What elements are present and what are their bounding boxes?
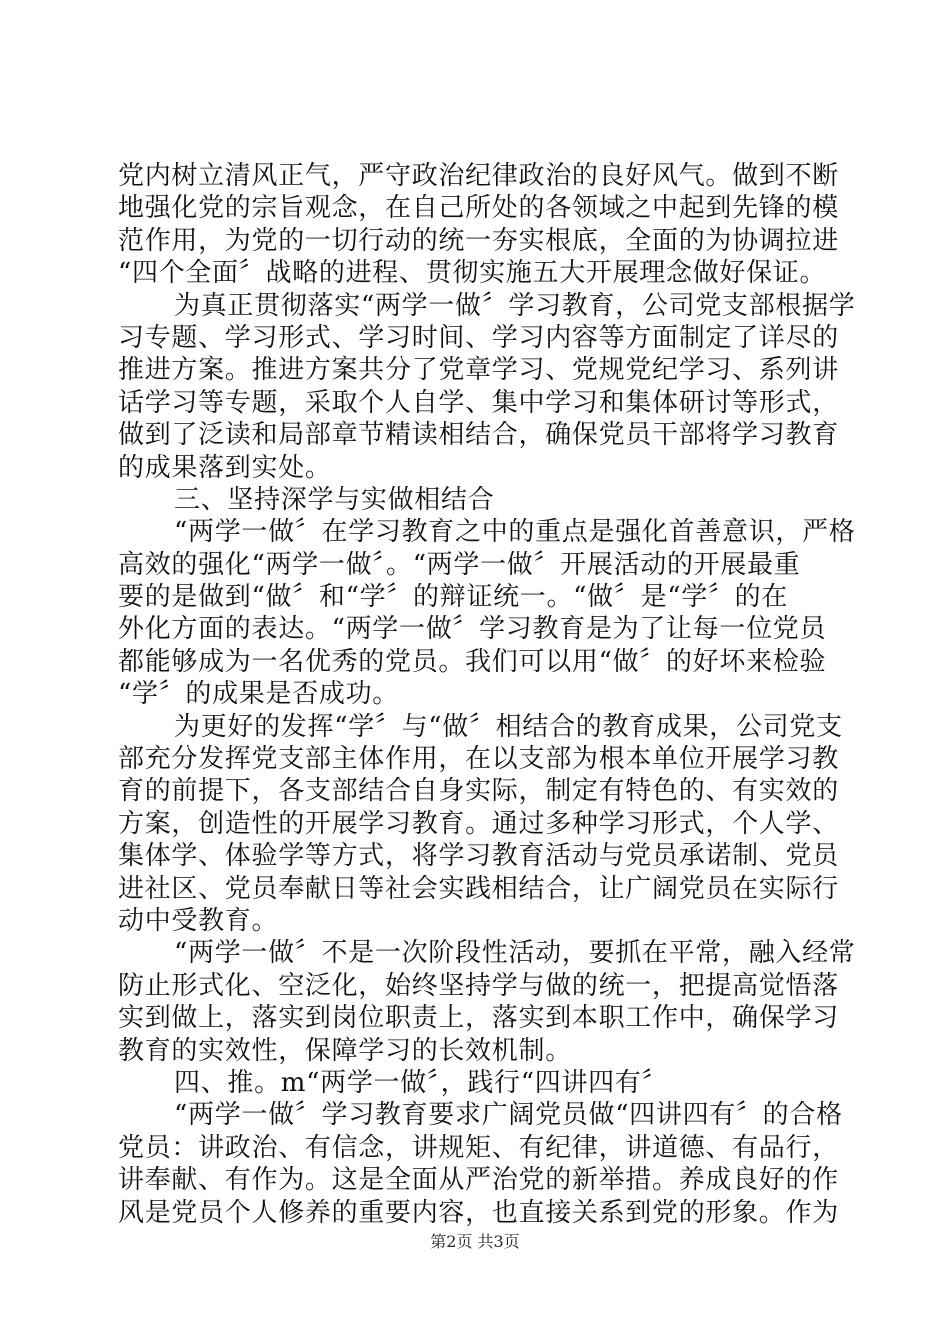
text-line: “四个全面〞战略的进程、贯彻实施五大开展理念做好保证。 bbox=[118, 258, 827, 289]
page-number-footer: 第2页 共3页 bbox=[430, 1232, 520, 1251]
paragraph-start-line: “两学一做〞学习教育要求广阔党员做“四讲四有〞的合格 bbox=[174, 1100, 843, 1131]
text-line: “学〞的成果是否成功。 bbox=[118, 679, 399, 710]
text-line: 都能够成为一名优秀的党员。我们可以用“做〞的好坏来检验 bbox=[118, 646, 827, 677]
text-line: 党员：讲政治、有信念，讲规矩、有纪律，讲道德、有品行， bbox=[118, 1132, 839, 1163]
text-line: 讲奉献、有作为。这是全面从严治党的新举措。养成良好的作 bbox=[118, 1165, 839, 1196]
text-line: 推进方案。推进方案共分了党章学习、党规党纪学习、系列讲 bbox=[118, 355, 839, 386]
text-line: 育的前提下，各支部结合自身实际，制定有特色的、有实效的 bbox=[118, 776, 839, 807]
text-line: 教育的实效性，保障学习的长效机制。 bbox=[118, 1035, 572, 1066]
paragraph-start-line: “两学一做〞不是一次阶段性活动，要抓在平常，融入经常 bbox=[174, 938, 856, 969]
paragraph-start-line: 为更好的发挥“学〞与“做〞相结合的教育成果，公司党支 bbox=[174, 711, 843, 742]
paragraph-start-line: “两学一做〞在学习教育之中的重点是强化首善意识，严格 bbox=[174, 517, 856, 548]
text-line: 外化方面的表达。“两学一做〞学习教育是为了让每一位党员 bbox=[118, 614, 827, 645]
text-line: 进社区、党员奉献日等社会实践相结合，让广阔党员在实际行 bbox=[118, 873, 839, 904]
text-line: 实到做上，落实到岗位职责上，落实到本职工作中，确保学习 bbox=[118, 1003, 839, 1034]
text-line: 的成果落到实处。 bbox=[118, 452, 332, 483]
text-line: 部充分发挥党支部主体作用，在以支部为根本单位开展学习教 bbox=[118, 744, 839, 775]
text-line: 动中受教育。 bbox=[118, 905, 279, 936]
text-line: 做到了泛读和局部章节精读相结合，确保党员干部将学习教育 bbox=[118, 420, 839, 451]
text-line: 高效的强化“两学一做〞。“两学一做〞开展活动的开展最重 bbox=[118, 549, 801, 580]
text-line: 党内树立清风正气，严守政治纪律政治的良好风气。做到不断 bbox=[118, 161, 839, 191]
paragraph-start-line: 为真正贯彻落实“两学一做〞学习教育，公司党支部根据学 bbox=[174, 290, 856, 321]
section-heading: 三、坚持深学与实做相结合 bbox=[174, 484, 495, 515]
text-line: 方案，创造性的开展学习教育。通过多种学习形式，个人学、 bbox=[118, 808, 839, 839]
section-heading: 四、推。m“两学一做〞，践行“四讲四有〞 bbox=[174, 1067, 669, 1098]
text-line: 话学习等专题，采取个人自学、集中学习和集体研讨等形式， bbox=[118, 387, 839, 418]
text-line: 范作用，为党的一切行动的统一夯实根底，全面的为协调拉进 bbox=[118, 225, 839, 256]
text-line: 要的是做到“做〞和“学〞的辩证统一。“做〞是“学〞的在 bbox=[118, 582, 789, 613]
text-line: 防止形式化、空泛化，始终坚持学与做的统一，把提高觉悟落 bbox=[118, 970, 839, 1001]
text-line: 习专题、学习形式、学习时间、学习内容等方面制定了详尽的 bbox=[118, 322, 839, 353]
body-text bbox=[118, 160, 856, 1229]
text-line: 集体学、体验学等方式，将学习教育活动与党员承诺制、党员 bbox=[118, 841, 839, 872]
text-line: 风是党员个人修养的重要内容，也直接关系到党的形象。作为 bbox=[118, 1197, 839, 1228]
text-line: 地强化党的宗旨观念，在自己所处的各领域之中起到先锋的模 bbox=[118, 193, 839, 224]
